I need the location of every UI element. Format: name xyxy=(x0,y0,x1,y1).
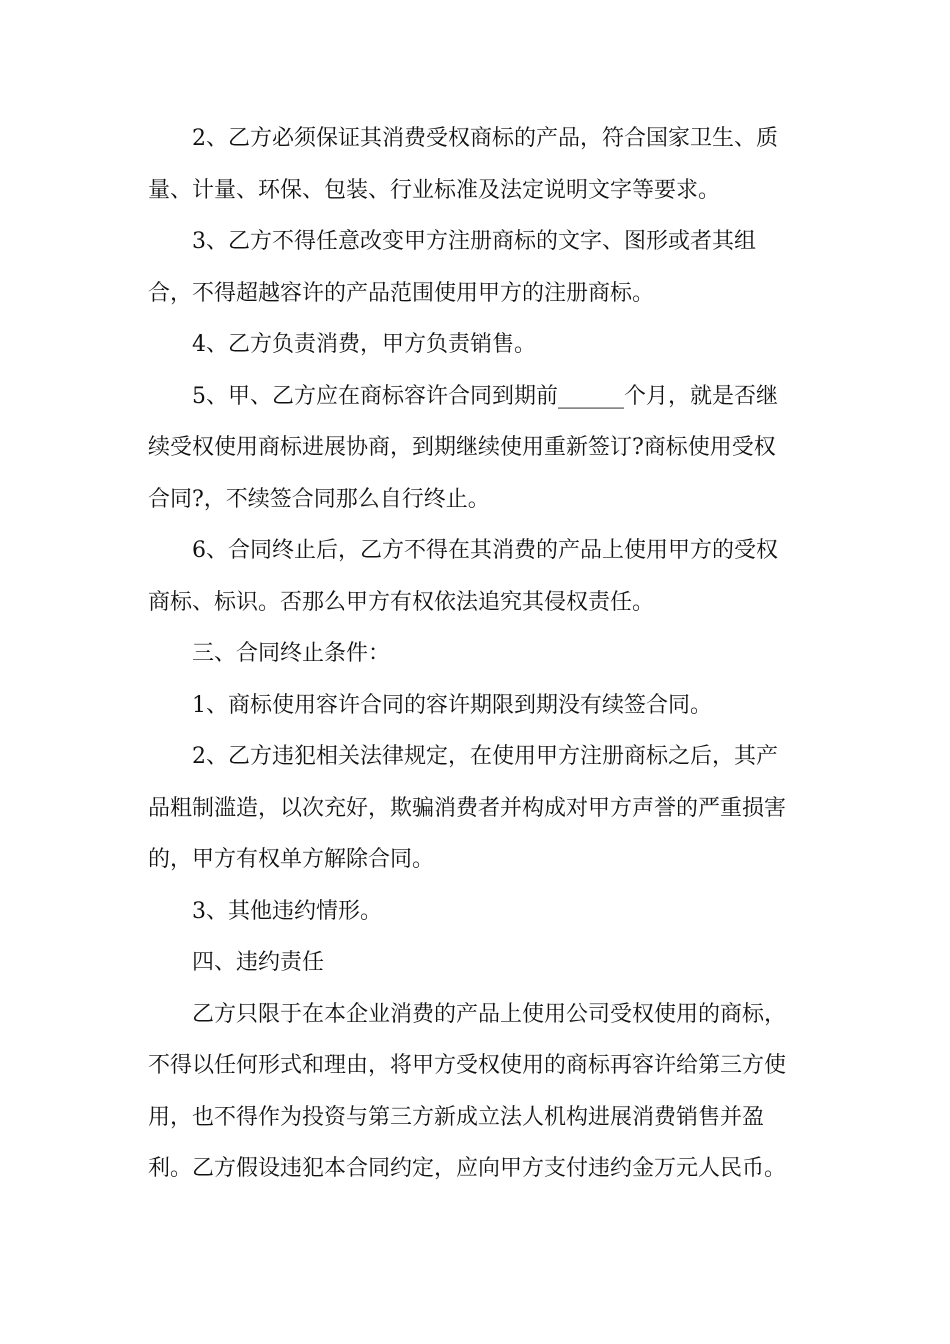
text-line: 5、甲、乙方应在商标容许合同到期前______个月，就是否继 xyxy=(192,383,778,409)
text-line: 6、合同终止后，乙方不得在其消费的产品上使用甲方的受权 xyxy=(192,538,778,563)
text-line: 品粗制滥造，以次充好，欺骗消费者并构成对甲方声誉的严重损害 xyxy=(148,795,787,821)
text-line: 不得以任何形式和理由，将甲方受权使用的商标再容许给第三方使 xyxy=(148,1053,787,1078)
text-line: 三、合同终止条件： xyxy=(192,641,391,666)
text-line: 1、商标使用容许合同的容许期限到期没有续签合同。 xyxy=(192,692,712,718)
text-line: 乙方只限于在本企业消费的产品上使用公司受权使用的商标， xyxy=(192,1001,787,1027)
text-line: 续受权使用商标进展协商，到期继续使用重新签订?商标使用受权 xyxy=(148,435,776,460)
text-line: 2、乙方违犯相关法律规定，在使用甲方注册商标之后，其产 xyxy=(192,744,778,769)
text-line: 利。乙方假设违犯本合同约定，应向甲方支付违约金万元人民币。 xyxy=(148,1156,787,1181)
text-line: 2、乙方必须保证其消费受权商标的产品，符合国家卫生、质 xyxy=(192,126,778,151)
text-line: 四、违约责任 xyxy=(192,950,325,975)
text-line: 3、其他违约情形。 xyxy=(192,898,382,924)
text-line: 的，甲方有权单方解除合同。 xyxy=(148,847,435,872)
text-line: 4、乙方负责消费，甲方负责销售。 xyxy=(192,332,536,357)
text-line: 3、乙方不得任意改变甲方注册商标的文字、图形或者其组 xyxy=(192,229,756,254)
document-body xyxy=(148,113,802,1195)
text-line: 商标、标识。否那么甲方有权依法追究其侵权责任。 xyxy=(148,589,655,615)
text-line: 用，也不得作为投资与第三方新成立法人机构进展消费销售并盈 xyxy=(148,1104,765,1130)
text-line: 合，不得超越容许的产品范围使用甲方的注册商标。 xyxy=(148,280,655,306)
text-line: 量、计量、环保、包装、行业标准及法定说明文字等要求。 xyxy=(148,177,721,203)
text-line: 合同?，不续签合同那么自行终止。 xyxy=(148,486,490,512)
